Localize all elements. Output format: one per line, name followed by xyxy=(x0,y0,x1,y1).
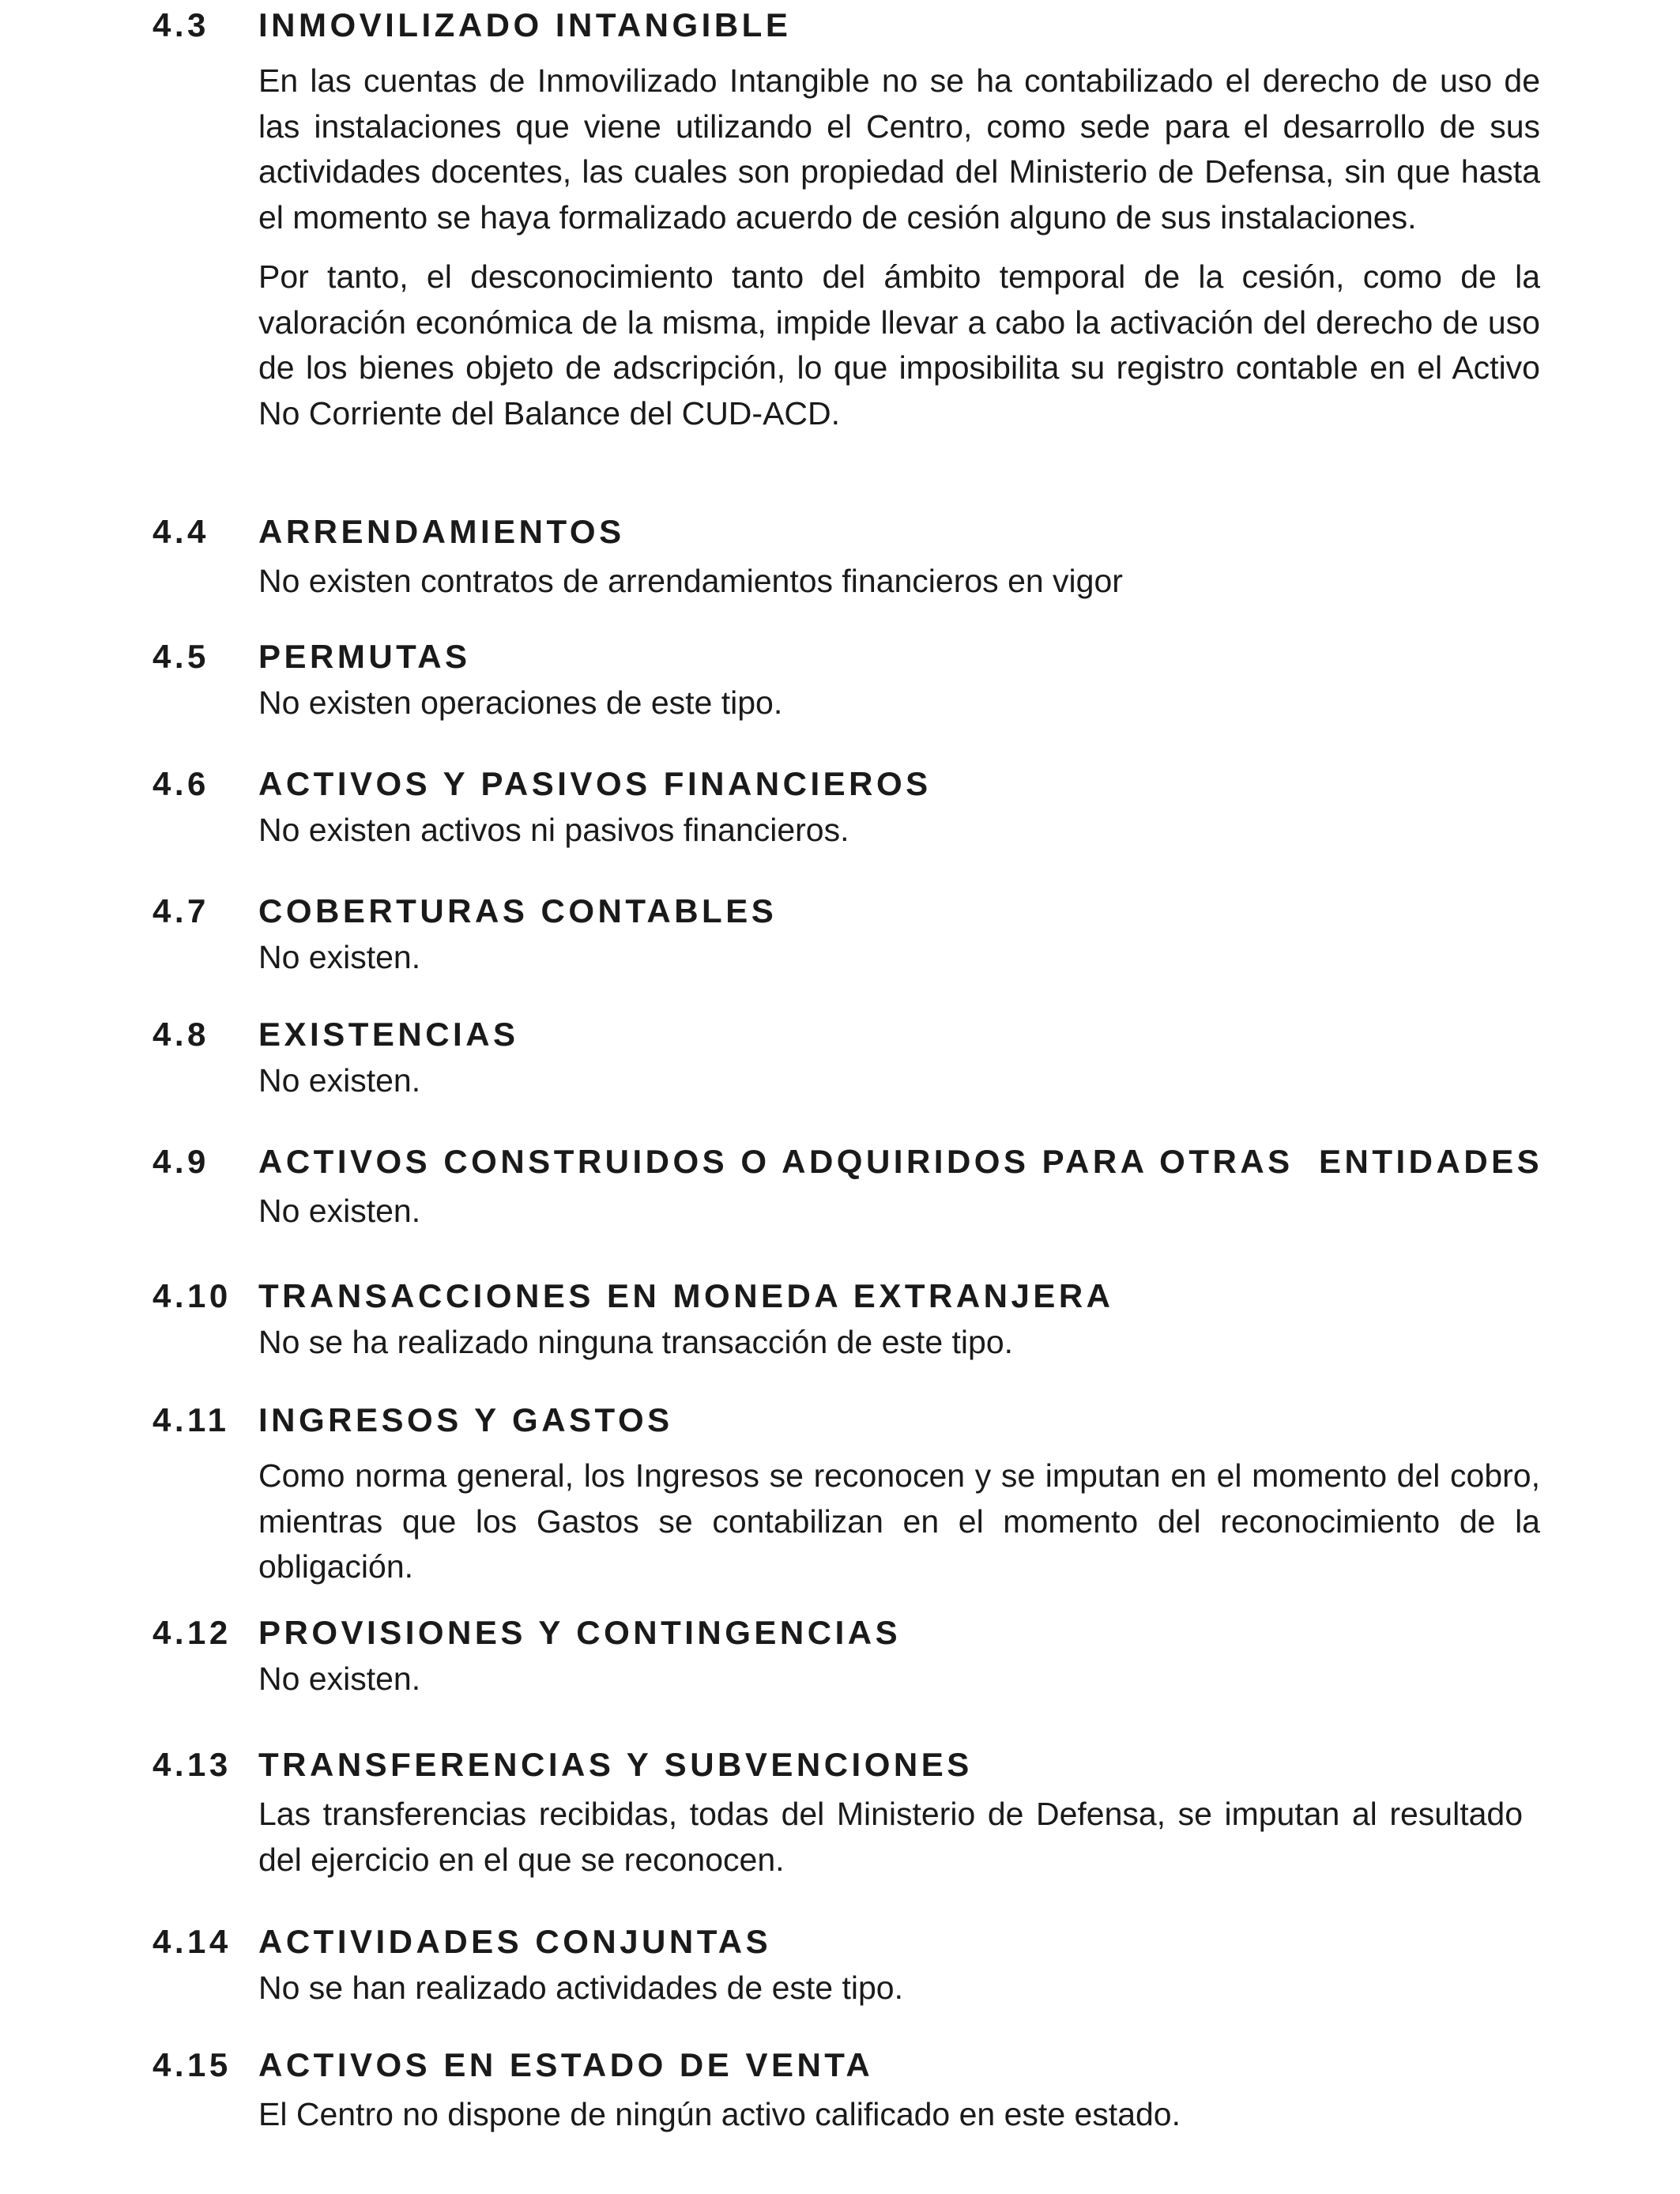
section-title: TRANSACCIONES EN MONEDA EXTRANJERA xyxy=(258,1277,1114,1314)
section-heading xyxy=(0,888,1680,935)
section-number: 4.11 xyxy=(153,1401,230,1438)
section-paragraph: Como norma general, los Ingresos se reconocen y se imputan en el momento del cobro, mientras que los Gastos se contabilizan en el momento del reconocimiento de la obligación. xyxy=(258,1457,1540,1585)
section-number: 4.6 xyxy=(153,765,209,802)
section-4-9 xyxy=(0,1138,1680,1235)
section-number: 4.4 xyxy=(153,513,209,550)
section-title: PROVISIONES Y CONTINGENCIAS xyxy=(258,1614,902,1651)
section-4-11 xyxy=(0,1397,1680,1590)
section-heading xyxy=(0,1609,1680,1657)
section-number: 4.10 xyxy=(153,1277,232,1314)
section-heading xyxy=(0,2,1680,49)
section-number: 4.3 xyxy=(153,6,209,43)
section-number: 4.14 xyxy=(153,1923,232,1960)
section-paragraph: No existen operaciones de este tipo. xyxy=(258,684,783,721)
section-heading xyxy=(0,1397,1680,1444)
section-paragraph: No existen contratos de arrendamientos financieros en vigor xyxy=(258,563,1123,599)
section-heading xyxy=(0,508,1680,556)
section-heading xyxy=(0,1918,1680,1966)
section-title: EXISTENCIAS xyxy=(258,1016,519,1053)
section-paragraph: No existen activos ni pasivos financieros. xyxy=(258,812,849,848)
section-title: PERMUTAS xyxy=(258,638,471,675)
section-4-6 xyxy=(0,760,1680,854)
section-paragraph: Las transferencias recibidas, todas del Ministerio de Defensa, se imputan al resultado del ejercicio en el que se reconocen. xyxy=(258,1796,1523,1878)
section-number: 4.12 xyxy=(153,1614,232,1651)
section-4-7 xyxy=(0,888,1680,981)
section-title: ACTIVOS Y PASIVOS FINANCIEROS xyxy=(258,765,932,802)
section-paragraph: No existen. xyxy=(258,1193,421,1229)
section-4-8 xyxy=(0,1011,1680,1104)
section-title: ACTIVOS EN ESTADO DE VENTA xyxy=(258,2046,874,2083)
section-title: TRANSFERENCIAS Y SUBVENCIONES xyxy=(258,1746,973,1783)
section-heading xyxy=(0,1272,1680,1320)
section-paragraph: No existen. xyxy=(258,1661,421,1697)
section-title: INMOVILIZADO INTANGIBLE xyxy=(258,6,792,43)
section-number: 4.15 xyxy=(153,2046,232,2083)
section-title: INGRESOS Y GASTOS xyxy=(258,1401,673,1438)
section-heading xyxy=(0,2041,1680,2089)
section-heading xyxy=(0,760,1680,808)
section-heading xyxy=(0,1741,1680,1789)
section-4-5 xyxy=(0,633,1680,726)
section-paragraph: No existen. xyxy=(258,939,421,975)
section-4-4 xyxy=(0,508,1680,605)
section-paragraph: En las cuentas de Inmovilizado Intangible no se ha contabilizado el derecho de uso de las instalaciones que viene utilizando el Centro, como sede para el desarrollo de sus actividades docentes, las cuales son propiedad del Ministerio de Defensa, sin que hasta el momento se haya formalizado acuerdo de cesión alguno de sus instalaciones. xyxy=(258,62,1540,236)
section-4-12 xyxy=(0,1609,1680,1702)
section-title: ACTIVIDADES CONJUNTAS xyxy=(258,1923,772,1960)
section-number: 4.7 xyxy=(153,892,209,929)
section-4-14 xyxy=(0,1918,1680,2011)
section-title: ACTIVOS CONSTRUIDOS O ADQUIRIDOS PARA OTRAS ENTIDADES xyxy=(258,1143,1543,1180)
section-4-13 xyxy=(0,1741,1680,1883)
section-number: 4.9 xyxy=(153,1143,209,1180)
section-number: 4.5 xyxy=(153,638,209,675)
section-paragraph: No se ha realizado ninguna transacción de este tipo. xyxy=(258,1324,1014,1360)
section-4-3 xyxy=(0,2,1680,436)
section-number: 4.8 xyxy=(153,1016,209,1053)
section-paragraph: El Centro no dispone de ningún activo calificado en este estado. xyxy=(258,2096,1181,2132)
section-title: COBERTURAS CONTABLES xyxy=(258,892,778,929)
section-number: 4.13 xyxy=(153,1746,232,1783)
section-title: ARRENDAMIENTOS xyxy=(258,513,625,550)
section-4-15 xyxy=(0,2041,1680,2138)
section-paragraph: Por tanto, el desconocimiento tanto del ámbito temporal de la cesión, como de la valoración económica de la misma, impide llevar a cabo la activación del derecho de uso de los bienes objeto de adscripción, lo que imposibilita su registro contable en el Activo No Corriente del Balance del CUD-ACD. xyxy=(258,258,1540,432)
section-4-10 xyxy=(0,1272,1680,1366)
section-heading xyxy=(0,633,1680,680)
section-paragraph: No existen. xyxy=(258,1062,421,1099)
section-paragraph: No se han realizado actividades de este tipo. xyxy=(258,1970,903,2006)
section-heading xyxy=(0,1138,1680,1186)
section-heading xyxy=(0,1011,1680,1058)
